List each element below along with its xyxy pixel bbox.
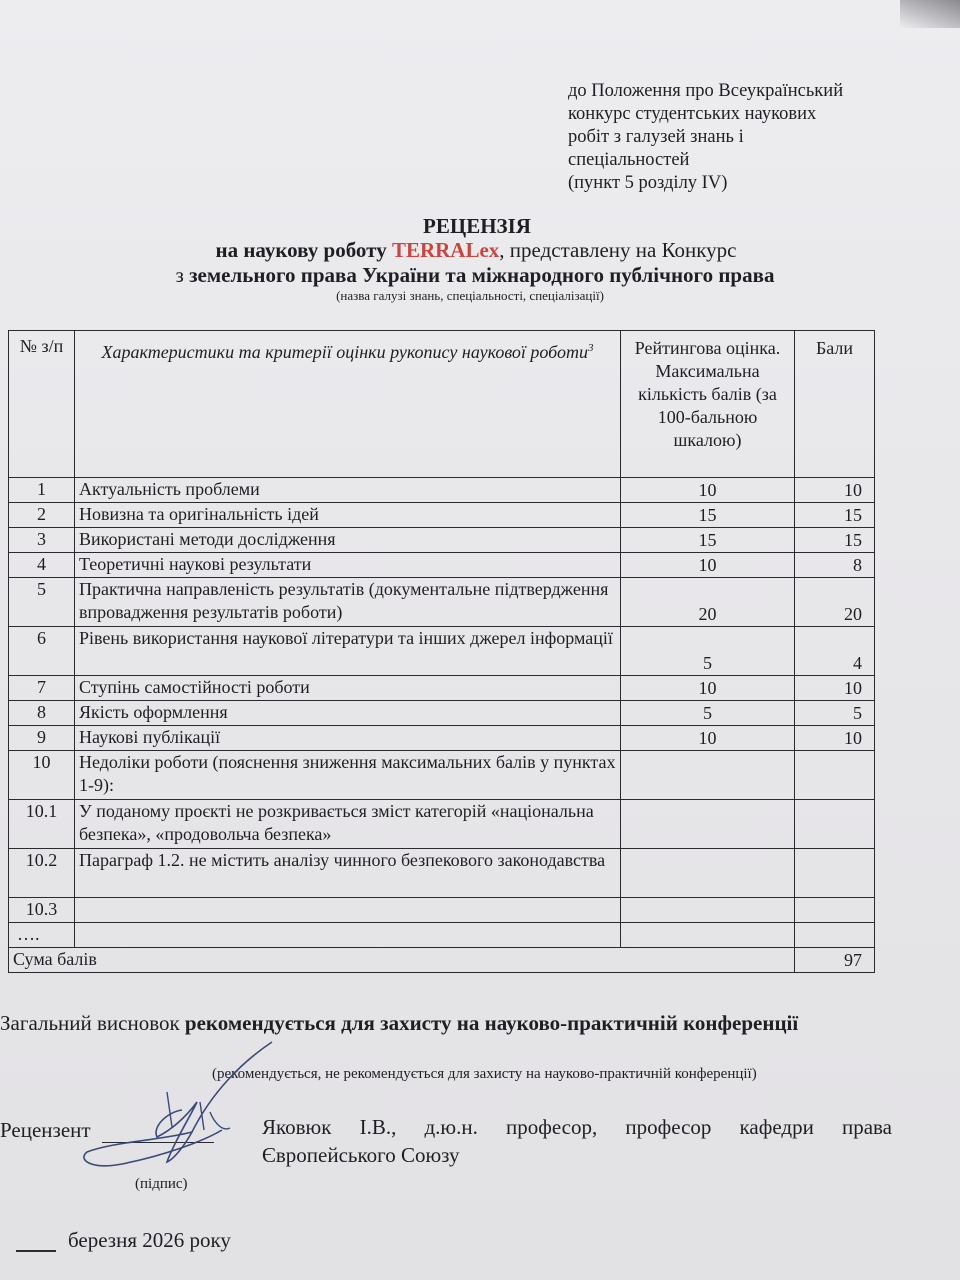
footnote-mark: 3 [587,342,594,354]
table-row [9,553,875,578]
header-num: № з/п [9,331,75,478]
row-points: 4 [795,627,875,676]
row-points [795,898,875,923]
row-criteria: Теоретичні наукові результати [75,553,621,578]
row-max: 5 [621,627,795,676]
row-points: 10 [795,726,875,751]
row-points [795,923,875,948]
row-criteria: У поданому проєкті не розкривається зміст категорій «національна безпека», «продовольча безпека» [75,800,621,849]
table-row [9,849,875,898]
row-max [621,800,795,849]
row-criteria: Якість оформлення [75,701,621,726]
table-row [9,923,875,948]
table-row [9,503,875,528]
row-num: 10.2 [9,849,75,898]
row-max: 15 [621,503,795,528]
header-max-score: Рейтингова оцінка. Максимальна кількість балів (за 100-бальною шкалою) [621,331,795,478]
row-num: 1 [9,478,75,503]
row-criteria: Ступінь самостійності роботи [75,676,621,701]
row-criteria: Актуальність проблеми [75,478,621,503]
row-max [621,923,795,948]
row-criteria: Наукові публікації [75,726,621,751]
row-max [621,898,795,923]
title-field-line [0,263,960,288]
table-row [9,627,875,676]
conclusion-verdict: рекомендується для захисту на науково-практичній конференції [184,1011,799,1035]
row-num: 3 [9,528,75,553]
evaluation-table [8,330,875,973]
row-max: 20 [621,578,795,627]
conclusion-label: Загальний висновок [0,1011,180,1035]
row-points: 20 [795,578,875,627]
row-criteria: Рівень використання наукової літератури та інших джерел інформації [75,627,621,676]
row-max [621,849,795,898]
row-max: 10 [621,726,795,751]
row-max: 10 [621,478,795,503]
row-criteria: Параграф 1.2. не містить аналізу чинного безпекового законодавства [75,849,621,898]
row-num: 9 [9,726,75,751]
row-points: 8 [795,553,875,578]
row-points [795,849,875,898]
title-suffix: , представлену на Конкурс [499,238,737,262]
row-max [621,751,795,800]
row-num: 6 [9,627,75,676]
header-criteria-text: Характеристики та критерії оцінки рукопису наукової роботи [101,342,588,362]
title-subject-line [0,238,960,263]
annex-line: (пункт 5 розділу IV) [568,173,728,193]
annex-line: робіт з галузей знань і [568,127,744,147]
title-prefix: на наукову роботу [215,238,387,262]
row-max: 15 [621,528,795,553]
row-points: 5 [795,701,875,726]
table-row [9,800,875,849]
row-criteria: Недоліки роботи (пояснення зниження максимальних балів у пунктах 1-9): [75,751,621,800]
table-row [9,751,875,800]
table-header-row [9,331,875,478]
date-text: березня 2026 року [68,1228,231,1252]
row-points: 15 [795,528,875,553]
field-prefix: з [175,263,184,287]
row-max: 5 [621,701,795,726]
field-hint: (назва галузі знань, спеціальності, спеціалізації) [336,288,604,303]
row-num: 8 [9,701,75,726]
row-num: 7 [9,676,75,701]
annex-line: конкурс студентських наукових [568,104,817,124]
row-max: 10 [621,553,795,578]
handwritten-signature [72,1032,292,1182]
row-points: 15 [795,503,875,528]
page-corner-shadow [900,0,960,28]
row-max: 10 [621,676,795,701]
annex-reference [568,80,888,195]
table-row [9,676,875,701]
row-criteria: Практична направленість результатів (документальне підтвердження впровадження результатів роботи) [75,578,621,627]
table-row [9,478,875,503]
row-num: 2 [9,503,75,528]
row-points [795,800,875,849]
row-num: 4 [9,553,75,578]
reviewer-label: Рецензент [0,1118,91,1142]
table-row [9,898,875,923]
annex-line: до Положення про Всеукраїнський [568,81,844,101]
reviewer-name: Яковюк І.В., д.ю.н. професор, професор кафедри права Європейського Союзу [262,1115,892,1167]
row-criteria: Використані методи дослідження [75,528,621,553]
total-label: Сума балів [9,948,795,973]
row-num: 10.3 [9,898,75,923]
title-block [0,214,960,304]
row-num: …. [9,923,75,948]
row-num: 5 [9,578,75,627]
table-row [9,701,875,726]
row-criteria [75,898,621,923]
row-criteria [75,923,621,948]
document-title: РЕЦЕНЗІЯ [423,214,531,238]
header-criteria [75,331,621,478]
row-criteria: Новизна та оригінальність ідей [75,503,621,528]
table-row [9,528,875,553]
row-points: 10 [795,676,875,701]
header-points: Бали [795,331,875,478]
conclusion-hint: (рекомендується, не рекомендується для захисту на науково-практичній конференції) [212,1066,757,1082]
table-row [9,726,875,751]
row-num: 10.1 [9,800,75,849]
table-row [9,578,875,627]
total-value: 97 [795,948,875,973]
annex-line: спеціальностей [568,150,690,170]
signature-hint: (підпис) [135,1176,188,1192]
total-row [9,948,875,973]
date-day-blank [16,1250,56,1252]
field-name: земельного права України та міжнародного публічного права [189,263,775,287]
work-name: TERRALex [391,238,500,262]
row-points [795,751,875,800]
row-num: 10 [9,751,75,800]
row-points: 10 [795,478,875,503]
